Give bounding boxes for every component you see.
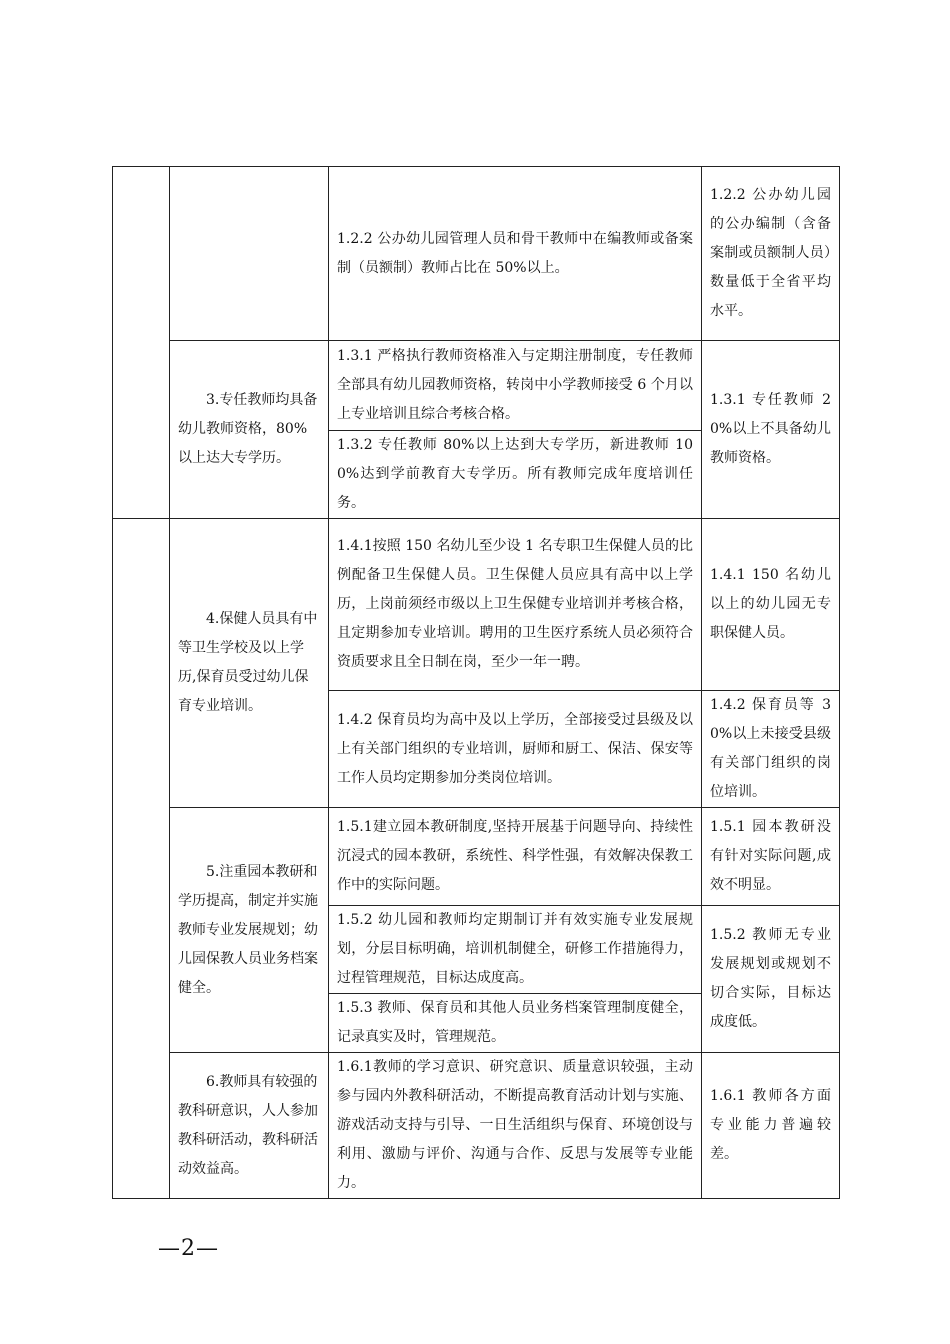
criteria-cell: 1.5.3 教师、保育员和其他人员业务档案管理制度健全，记录真实及时，管理规范。 bbox=[329, 994, 702, 1053]
standard-cell: 3.专任教师均具备幼儿教师资格，80%以上达大专学历。 bbox=[170, 341, 329, 519]
standard-cell: 6.教师具有较强的教科研意识，人人参加教科研活动，教科研活动效益高。 bbox=[170, 1053, 329, 1199]
criteria-cell: 1.5.1建立园本教研制度,坚持开展基于问题导向、持续性沉浸式的园本教研，系统性、科学性强，有效解决保教工作中的实际问题。 bbox=[329, 808, 702, 906]
category-cell bbox=[113, 167, 170, 519]
criteria-cell: 1.5.2 幼儿园和教师均定期制订并有效实施专业发展规划，分层目标明确，培训机制健全，研修工作措施得力，过程管理规范，目标达成度高。 bbox=[329, 906, 702, 994]
criteria-cell: 1.3.2 专任教师 80%以上达到大专学历，新进教师 100%达到学前教育大专学历。所有教师完成年度培训任务。 bbox=[329, 431, 702, 519]
penalty-cell: 1.5.2 教师无专业发展规划或规划不切合实际，目标达成度低。 bbox=[702, 906, 840, 1053]
standard-cell: 5.注重园本教研和学历提高，制定并实施教师专业发展规划；幼儿园保教人员业务档案健全。 bbox=[170, 808, 329, 1053]
standard-cell bbox=[170, 167, 329, 341]
page-number: —2— bbox=[158, 1236, 219, 1261]
evaluation-table bbox=[112, 166, 840, 1199]
criteria-cell: 1.4.2 保育员均为高中及以上学历，全部接受过县级及以上有关部门组织的专业培训，厨师和厨工、保洁、保安等工作人员均定期参加分类岗位培训。 bbox=[329, 691, 702, 808]
penalty-cell: 1.2.2 公办幼儿园的公办编制（含备案制或员额制人员）数量低于全省平均水平。 bbox=[702, 167, 840, 341]
standard-cell: 4.保健人员具有中等卫生学校及以上学历,保育员受过幼儿保育专业培训。 bbox=[170, 519, 329, 808]
penalty-cell: 1.5.1 园本教研没有针对实际问题,成效不明显。 bbox=[702, 808, 840, 906]
penalty-cell: 1.4.1 150 名幼儿以上的幼儿园无专职保健人员。 bbox=[702, 519, 840, 691]
penalty-cell: 1.6.1 教师各方面专业能力普遍较差。 bbox=[702, 1053, 840, 1199]
penalty-cell: 1.4.2 保育员等 30%以上未接受县级有关部门组织的岗位培训。 bbox=[702, 691, 840, 808]
table-row bbox=[113, 519, 840, 691]
criteria-cell: 1.4.1按照 150 名幼儿至少设 1 名专职卫生保健人员的比例配备卫生保健人员。卫生保健人员应具有高中以上学历，上岗前须经市级以上卫生保健专业培训并考核合格，且定期参加专业培训。聘用的卫生医疗系统人员必须符合资质要求且全日制在岗，至少一年一聘。 bbox=[329, 519, 702, 691]
table-row bbox=[113, 341, 840, 431]
criteria-cell: 1.6.1教师的学习意识、研究意识、质量意识较强，主动参与园内外教科研活动，不断提高教育活动计划与实施、游戏活动支持与引导、一日生活组织与保育、环境创设与利用、激励与评价、沟通与合作、反思与发展等专业能力。 bbox=[329, 1053, 702, 1199]
table-row bbox=[113, 167, 840, 341]
table-row bbox=[113, 1053, 840, 1199]
criteria-cell: 1.3.1 严格执行教师资格准入与定期注册制度，专任教师全部具有幼儿园教师资格，转岗中小学教师接受 6 个月以上专业培训且综合考核合格。 bbox=[329, 341, 702, 431]
table-row bbox=[113, 808, 840, 906]
penalty-cell: 1.3.1 专任教师 20%以上不具备幼儿教师资格。 bbox=[702, 341, 840, 519]
category-cell bbox=[113, 519, 170, 1199]
criteria-cell: 1.2.2 公办幼儿园管理人员和骨干教师中在编教师或备案制（员额制）教师占比在 50%以上。 bbox=[329, 167, 702, 341]
